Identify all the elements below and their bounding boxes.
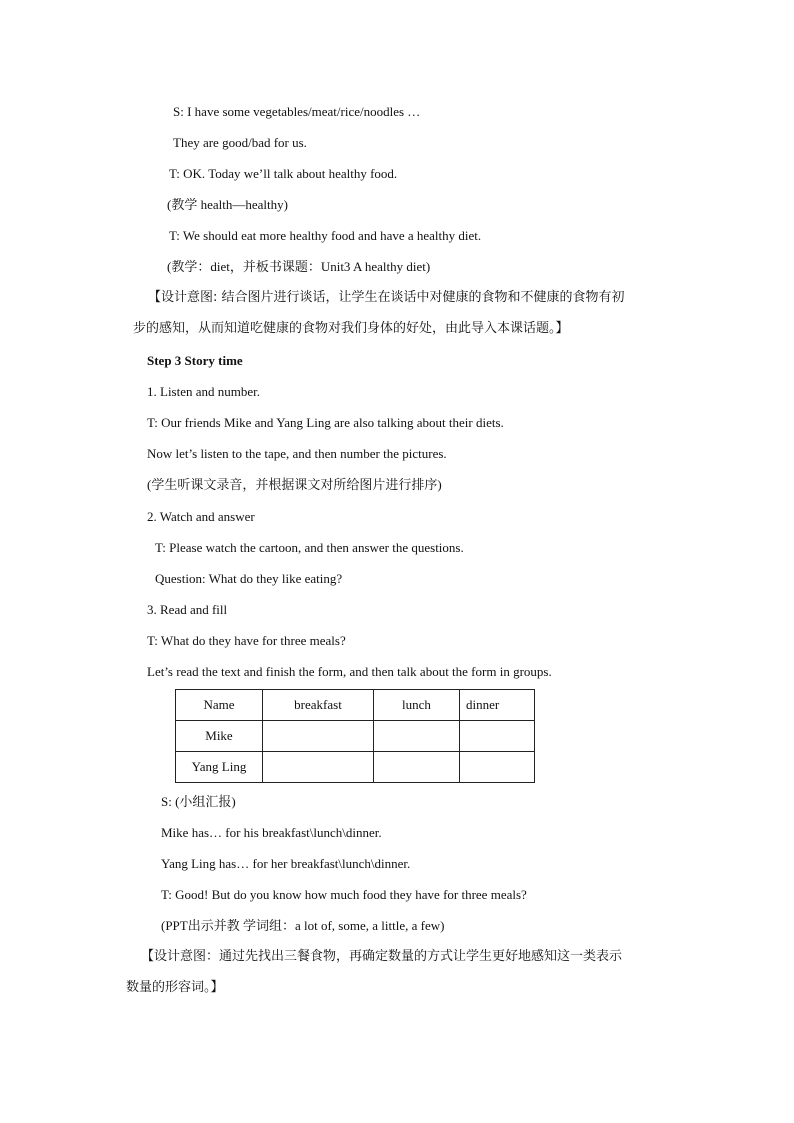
step-line: 2. Watch and answer: [147, 509, 255, 524]
design-intent-line: 步的感知，从而知道吃健康的食物对我们身体的好处，由此导入本课话题。】: [133, 321, 569, 336]
dialogue-line: They are good/bad for us.: [173, 135, 307, 150]
table-header-row: [176, 690, 535, 721]
dialogue-line: Mike has… for his breakfast\lunch\dinner.: [161, 825, 382, 840]
note-line: (教学 health—healthy): [167, 197, 288, 212]
dialogue-line: T: What do they have for three meals?: [147, 633, 346, 648]
dialogue-line: Yang Ling has… for her breakfast\lunch\dinner.: [161, 856, 411, 871]
design-intent-line: 【设计意图: 结合图片进行谈话，让学生在谈话中对健康的食物和不健康的食物有初: [148, 290, 625, 305]
dialogue-line: S: I have some vegetables/meat/rice/noodles …: [173, 104, 421, 119]
table-cell: [460, 721, 535, 752]
table-cell: [263, 752, 374, 783]
dialogue-line: Now let’s listen to the tape, and then number the pictures.: [147, 446, 447, 461]
dialogue-line: Let’s read the text and finish the form, and then talk about the form in groups.: [147, 664, 552, 679]
table-cell-name: Mike: [176, 721, 263, 752]
table-row: [176, 721, 535, 752]
design-intent-line: 数量的形容词。】: [126, 980, 224, 995]
table-cell: [263, 721, 374, 752]
note-line: (学生听课文录音，并根据课文对所给图片进行排序): [147, 477, 442, 492]
table-header-cell: breakfast: [263, 690, 374, 721]
step-line: 1. Listen and number.: [147, 384, 261, 399]
table-cell-name: Yang Ling: [176, 752, 263, 783]
meals-form-table: [175, 689, 535, 783]
table-header-cell: dinner: [460, 690, 535, 721]
table-header-cell: Name: [176, 690, 263, 721]
note-line: (教学：diet，并板书课题：Unit3 A healthy diet): [167, 259, 431, 274]
table-row: [176, 752, 535, 783]
dialogue-line: T: Good! But do you know how much food they have for three meals?: [161, 887, 527, 902]
table-cell: [374, 752, 460, 783]
note-line: (PPT出示并教 学词组：a lot of, some, a little, a few): [161, 918, 445, 933]
step-line: 3. Read and fill: [147, 602, 228, 617]
table-header-cell: lunch: [374, 690, 460, 721]
dialogue-line: T: OK. Today we’ll talk about healthy food.: [169, 166, 398, 181]
dialogue-line: Question: What do they like eating?: [155, 571, 343, 586]
section-heading: Step 3 Story time: [147, 353, 243, 368]
dialogue-line: T: Please watch the cartoon, and then answer the questions.: [155, 540, 464, 555]
note-line: S: (小组汇报): [161, 794, 236, 809]
table-cell: [374, 721, 460, 752]
dialogue-line: T: We should eat more healthy food and have a healthy diet.: [169, 228, 482, 243]
table-cell: [460, 752, 535, 783]
dialogue-line: T: Our friends Mike and Yang Ling are also talking about their diets.: [147, 415, 504, 430]
design-intent-line: 【设计意图：通过先找出三餐食物，再确定数量的方式让学生更好地感知这一类表示: [141, 949, 623, 964]
